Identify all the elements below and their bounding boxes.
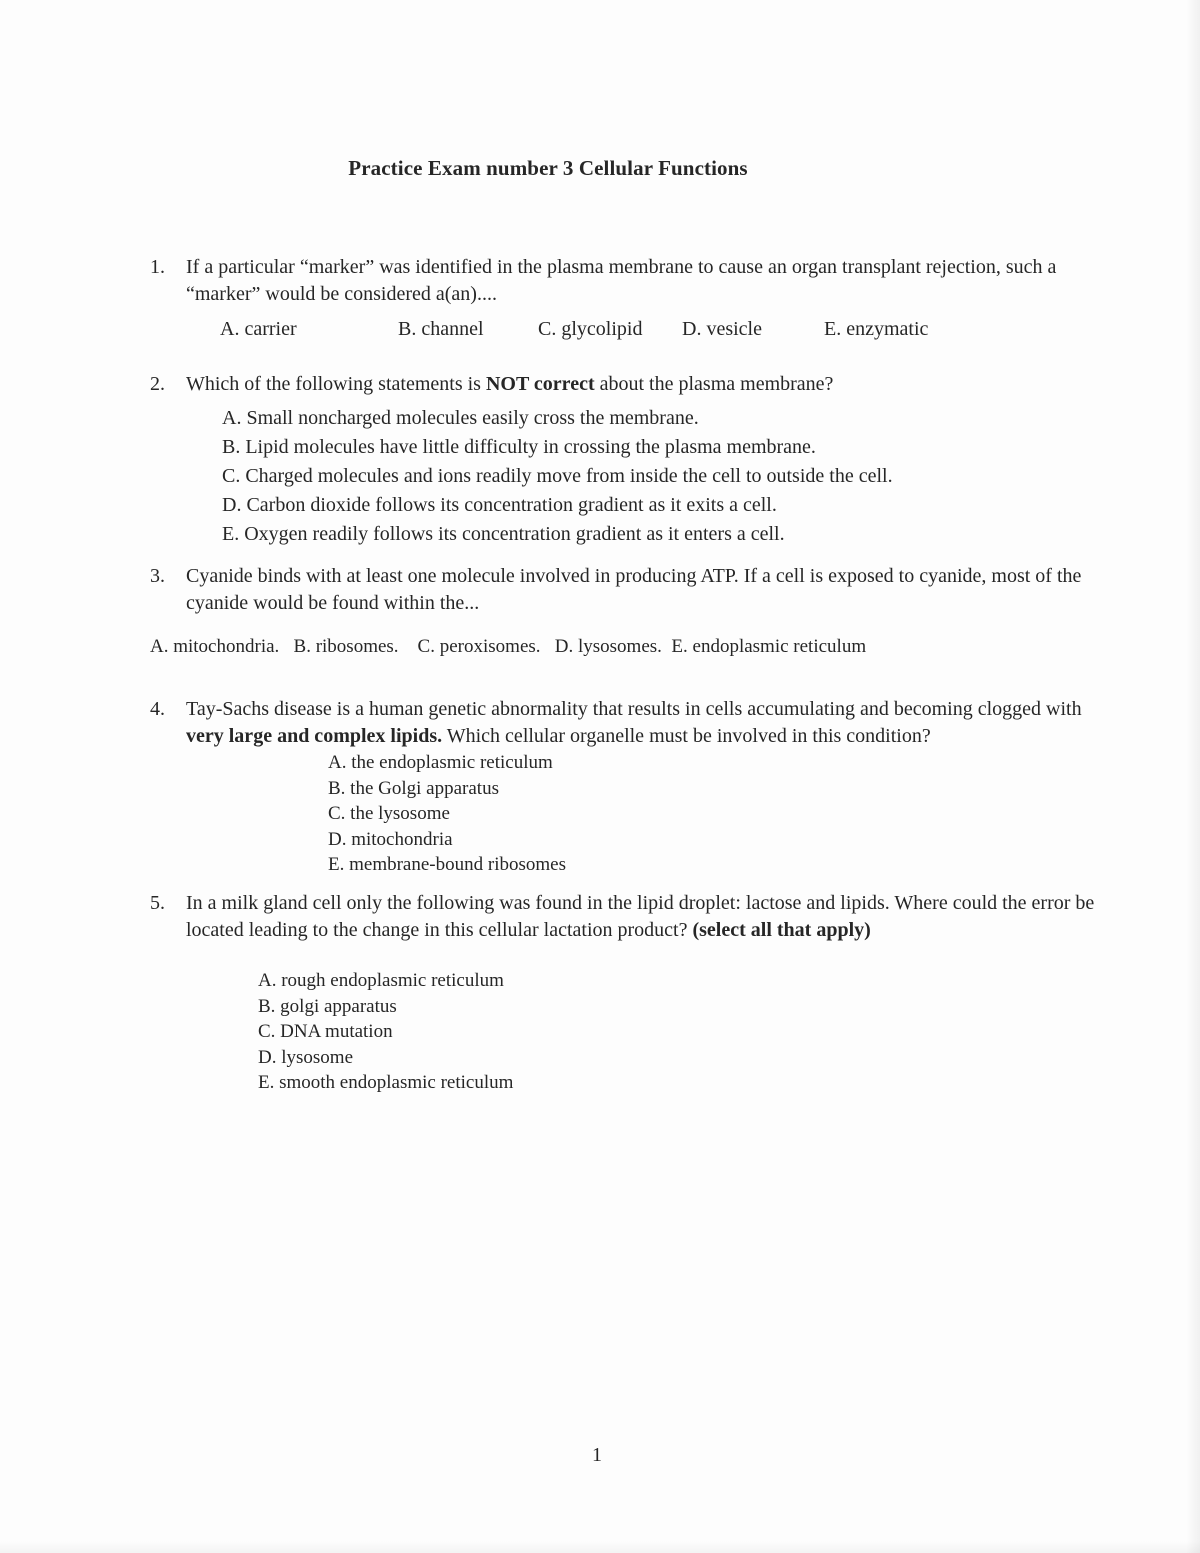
option-b: B. channel [398,318,484,340]
option-c: C. the lysosome [328,803,450,824]
option-b: B. Lipid molecules have little difficulty in crossing the plasma membrane. [222,436,816,458]
option-d: D. lysosome [258,1046,353,1068]
option-e: E. enzymatic [824,318,929,340]
question-number: 2. [150,373,165,395]
answer-options [222,404,1120,549]
question-number: 3. [150,565,165,587]
question-number: 5. [150,892,165,914]
option-c: C. Charged molecules and ions readily move from inside the cell to outside the cell. [222,465,893,487]
question-stem: Cyanide binds with at least one molecule involved in producing ATP. If a cell is exposed to cyanide, most of the cyanide would be found within the... [186,565,1082,614]
question-3 [150,563,1120,660]
option-c: C. glycolipid [538,318,643,340]
option-e: E. membrane-bound ribosomes [328,854,566,875]
option-a: A. rough endoplasmic reticulum [258,970,504,991]
answer-options [258,968,1120,1096]
option-a: A. carrier [220,318,297,340]
question-number: 1. [150,256,165,278]
option-a: A. the endoplasmic reticulum [328,752,553,773]
question-stem: If a particular “marker” was identified in the plasma membrane to cause an organ transplant rejection, such a “marker” would be considered a(an).... [186,256,1057,305]
question-4 [150,696,1120,878]
option-e: E. smooth endoplasmic reticulum [258,1072,514,1093]
question-2 [150,371,1120,549]
option-b: B. golgi apparatus [258,995,397,1017]
question-number: 4. [150,698,165,720]
question-1 [150,254,1120,344]
answer-options [150,316,1120,344]
page-title: Practice Exam number 3 Cellular Functions [348,156,748,180]
scan-bottom-shadow [0,1541,1200,1553]
answer-options [328,750,1120,878]
option-d: D. Carbon dioxide follows its concentration gradient as it exits a cell. [222,494,777,516]
option-a: A. Small noncharged molecules easily cross the membrane. [222,407,699,429]
option-d: D. mitochondria [328,828,453,850]
option-e: E. Oxygen readily follows its concentration gradient as it enters a cell. [222,523,785,545]
question-5 [150,890,1120,1096]
option-c: C. DNA mutation [258,1021,393,1042]
option-b: B. the Golgi apparatus [328,777,499,799]
page-number: 1 [592,1444,602,1466]
scan-edge-shadow [1186,0,1200,1553]
answer-options: A. mitochondria. B. ribosomes. C. peroxisomes. D. lysosomes. E. endoplasmic reticulum [150,636,867,657]
question-stem: Tay-Sachs disease is a human genetic abnormality that results in cells accumulating and becoming clogged with very large and complex lipids. Which cellular organelle must be involved in this condition? [186,698,1082,747]
option-d: D. vesicle [682,318,762,340]
question-stem: In a milk gland cell only the following was found in the lipid droplet: lactose and lipids. Where could the error be located leading to the change in this cellular lactation product? (select all that apply) [186,892,1095,941]
question-stem: Which of the following statements is NOT correct about the plasma membrane? [186,373,834,395]
